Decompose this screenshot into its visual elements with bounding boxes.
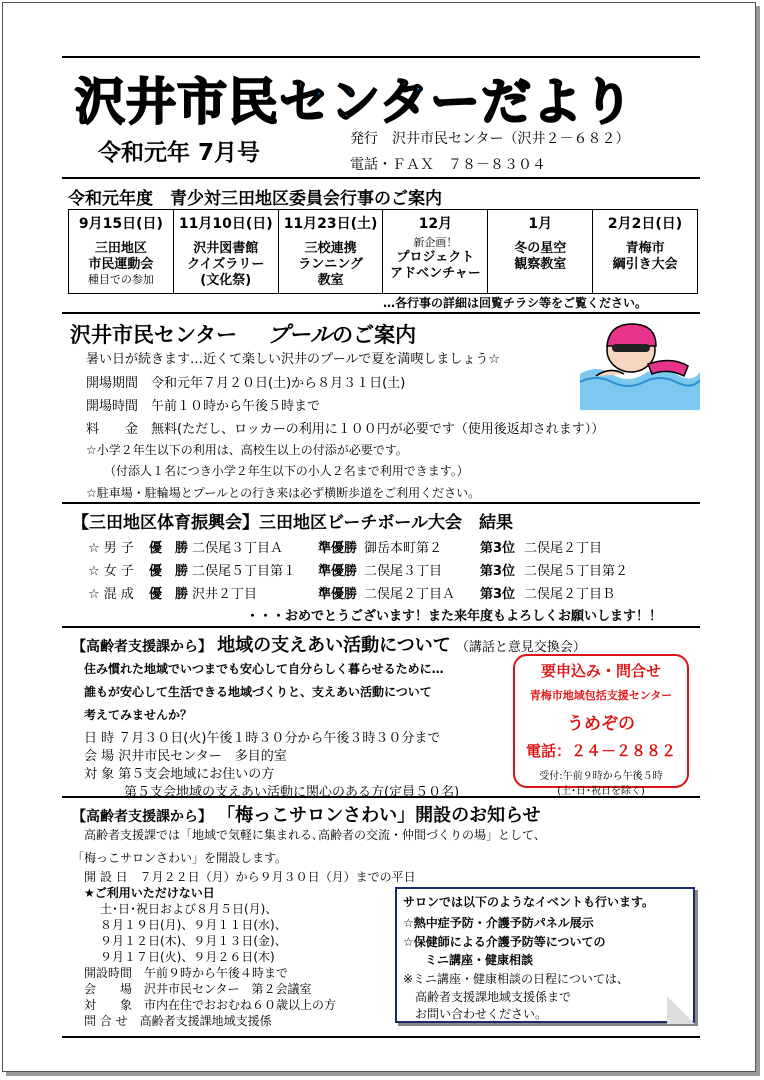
- third-label: 第3位: [480, 541, 516, 556]
- event-cell: [593, 210, 698, 294]
- salon-target: 対 象 市内在住でおおむね６０歳以上の方: [84, 998, 337, 1012]
- event-cell: [278, 210, 383, 294]
- salon-box-note-2: 高齢者支援課地域支援係まで: [415, 990, 572, 1004]
- event-date: 12月: [418, 216, 453, 232]
- pool-title: [70, 318, 416, 349]
- second-team: 二俣尾２丁目Ａ: [364, 587, 456, 602]
- contact-hours: 受付:午前９時から午後５時: [539, 771, 663, 782]
- pool-title-b: プール: [267, 323, 333, 348]
- winner-label: 優 勝: [149, 587, 189, 602]
- event-cell: [383, 210, 488, 294]
- winner-label: 優 勝: [149, 541, 189, 556]
- winner-team: 二俣尾３丁目Ａ: [192, 541, 284, 556]
- salon-header: [72, 801, 541, 827]
- salon-hours: 開設時間 午前９時から午後４時まで: [84, 966, 289, 980]
- event-date: 11月23日(土): [283, 216, 378, 232]
- contact-except: (土･日･祝日を除く): [557, 786, 645, 797]
- pool-rule: [62, 502, 700, 504]
- second-label: 準優勝: [318, 541, 358, 556]
- second-team: 二俣尾３丁目: [364, 564, 443, 579]
- congrats-message: ・・・おめでとうございます！また来年度もよろしくお願いします！！: [246, 609, 663, 624]
- newsletter-title: 沢井市民センターだより: [75, 73, 634, 131]
- salon-inquiry: 問 合 せ 高齢者支援課地域支援係: [84, 1014, 272, 1028]
- swimmer-icon: [576, 316, 700, 410]
- salon-box-note-3: お問い合わせください。: [415, 1007, 548, 1021]
- support-target-1: 対 象 第５支会地域にお住いの方: [84, 767, 275, 782]
- third-team: 二俣尾５丁目第２: [524, 564, 629, 579]
- pool-title-c: のご案内: [332, 323, 417, 347]
- support-place: 会 場 沢井市民センター 多目的室: [84, 749, 287, 764]
- event-date: 1月: [528, 216, 553, 232]
- header-rule: [62, 177, 700, 179]
- event-name: 沢井図書館 クイズラリー (文化祭): [187, 241, 265, 288]
- result-category: ☆ 女 子: [88, 564, 134, 579]
- event-name: 青梅市 綱引き大会: [612, 241, 678, 272]
- pool-title-a: 沢井市民センター: [70, 323, 238, 347]
- events-footnote: …各行事の詳細は回覧チラシ等をご覧ください。: [383, 296, 648, 310]
- salon-body-1: 高齢者支援課では「地域で気軽に集まれる､高齢者の交流・仲間づくりの場」として、: [84, 828, 546, 842]
- beach-title: 【三田地区体育振興会】三田地区ビーチボール大会 結果: [72, 513, 513, 533]
- issue-label: 令和元年 7月号: [98, 140, 261, 166]
- second-team: 御岳本町第２: [364, 541, 443, 556]
- event-date: 9月15日(日): [78, 216, 163, 232]
- salon-period: 開 設 日 ７月２２日（月）から９月３０日（月）までの平日: [84, 870, 416, 884]
- pool-note-3: ☆駐車場・駐輪場とプールとの行き来は必ず横断歩道をご利用ください。: [86, 486, 481, 500]
- contact-box: [513, 654, 689, 797]
- third-label: 第3位: [480, 564, 516, 579]
- pool-hours: 開場時間 午前１０時から午後５時まで: [86, 399, 321, 414]
- salon-title: 「梅っこサロンさわい」開設のお知らせ: [217, 805, 541, 826]
- bottom-rule: [62, 1036, 700, 1038]
- winner-team: 沢井２丁目: [192, 587, 258, 602]
- event-name: 三校連携 ランニング 教室: [298, 241, 363, 288]
- pool-fee: 料 金 無料(ただし、ロッカーの利用に１００円が必要です（使用後返却されます））: [86, 422, 605, 437]
- contact-org: 青梅市地域包括支援センター: [529, 689, 673, 702]
- second-label: 準優勝: [318, 564, 358, 579]
- event-date: 2月2日(日): [607, 216, 683, 232]
- salon-closed-3: ９月１２日(木)、９月１３日(金)、: [100, 934, 287, 948]
- contact-name: うめぞの: [567, 714, 635, 734]
- event-name: 冬の星空 観察教室: [514, 241, 567, 272]
- events-title: 令和元年度 青少対三田地区委員会行事のご案内: [68, 189, 442, 209]
- support-lead-3: 考えてみませんか？: [84, 708, 193, 722]
- salon-box-item-1: ☆熱中症予防・介護予防パネル展示: [403, 916, 594, 930]
- top-rule: [62, 56, 700, 58]
- support-header: [72, 631, 586, 657]
- event-note: 種目での参加: [87, 273, 154, 286]
- winner-team: 二俣尾５丁目第１: [192, 564, 297, 579]
- salon-box-head: サロンでは以下のようなイベントも行います。: [403, 895, 655, 909]
- salon-closed-2: ８月１９日(月)、９月１１日(水)、: [100, 918, 287, 932]
- salon-box-item-3: ミニ講座・健康相談: [425, 953, 534, 967]
- contact-head: 要申込み・問合せ: [540, 662, 661, 680]
- event-cell: [488, 210, 593, 294]
- beach-rule: [62, 626, 700, 628]
- support-lead-2: 誰もが安心して生活できる地域づくりと、支えあい活動について: [84, 685, 432, 699]
- pool-intro: 暑い日が続きます…近くて楽しい沢井のプールで夏を満喫しましょう☆: [86, 352, 501, 367]
- event-cell: [69, 210, 174, 294]
- result-category: ☆ 混 成: [88, 587, 134, 602]
- event-date: 11月10日(日): [178, 216, 273, 232]
- support-date: 日 時 ７月３０日(火)午後１時３０分から午後３時３０分まで: [84, 731, 441, 746]
- third-label: 第3位: [480, 587, 516, 602]
- support-subtitle: （講話と意見交換会）: [455, 640, 586, 655]
- salon-body-2: 「梅っこサロンさわい」を開設します。: [72, 851, 288, 865]
- pool-note-1: ☆小学２年生以下の利用は、高校生以上の付添が必要です。: [86, 443, 408, 457]
- pool-period: 開場期間 令和元年７月２０日(土)から８月３１日(土): [86, 376, 406, 391]
- salon-closed-4: ９月１７日(火)、９月２６日(木): [100, 950, 275, 964]
- salon-place: 会 場 沢井市民センター 第２会議室: [84, 982, 312, 996]
- support-rule: [62, 796, 700, 798]
- salon-box-note-1: ※ミニ講座・健康相談の日程については、: [403, 972, 629, 986]
- event-name: プロジェクト アドベンチャー: [390, 250, 481, 281]
- phone-fax: 電話・ＦＡＸ ７８－８３０４: [350, 157, 546, 173]
- event-name: 三田地区 市民運動会: [88, 241, 154, 272]
- event-note: 新企画！: [413, 236, 458, 249]
- support-lead-1: 住み慣れた地域でいつまでも安心して自分らしく暮らせるために…: [84, 662, 444, 676]
- result-category: ☆ 男 子: [88, 541, 134, 556]
- salon-events-box: [395, 887, 695, 1023]
- contact-phone: 電話：２４－２８８２: [525, 742, 676, 760]
- salon-closed-head: ★ご利用いただけない日: [84, 886, 215, 900]
- support-title: 地域の支えあい活動について: [217, 635, 451, 656]
- event-cell: [173, 210, 278, 294]
- page-curl-icon: [667, 996, 695, 1024]
- winner-label: 優 勝: [149, 564, 189, 579]
- events-table: [68, 209, 698, 294]
- support-target-2: 第５支会地域の支えあい活動に関心のある方(定員５０名): [124, 785, 460, 800]
- salon-dept: 【高齢者支援課から】: [72, 809, 212, 825]
- pool-note-2: （付添人１名につき小学２年生以下の小人２名まで利用できます。）: [104, 464, 469, 478]
- salon-closed-1: 土･日･祝日および８月５日(月)、: [100, 902, 278, 916]
- third-team: 二俣尾２丁目Ｂ: [524, 587, 616, 602]
- support-dept: 【高齢者支援課から】: [72, 639, 212, 655]
- second-label: 準優勝: [318, 587, 358, 602]
- third-team: 二俣尾２丁目: [524, 541, 603, 556]
- publisher-info: 発行 沢井市民センター（沢井２－６８２）: [350, 131, 630, 147]
- events-rule: [62, 312, 700, 314]
- salon-box-item-2: ☆保健師による介護予防等についての: [403, 935, 606, 949]
